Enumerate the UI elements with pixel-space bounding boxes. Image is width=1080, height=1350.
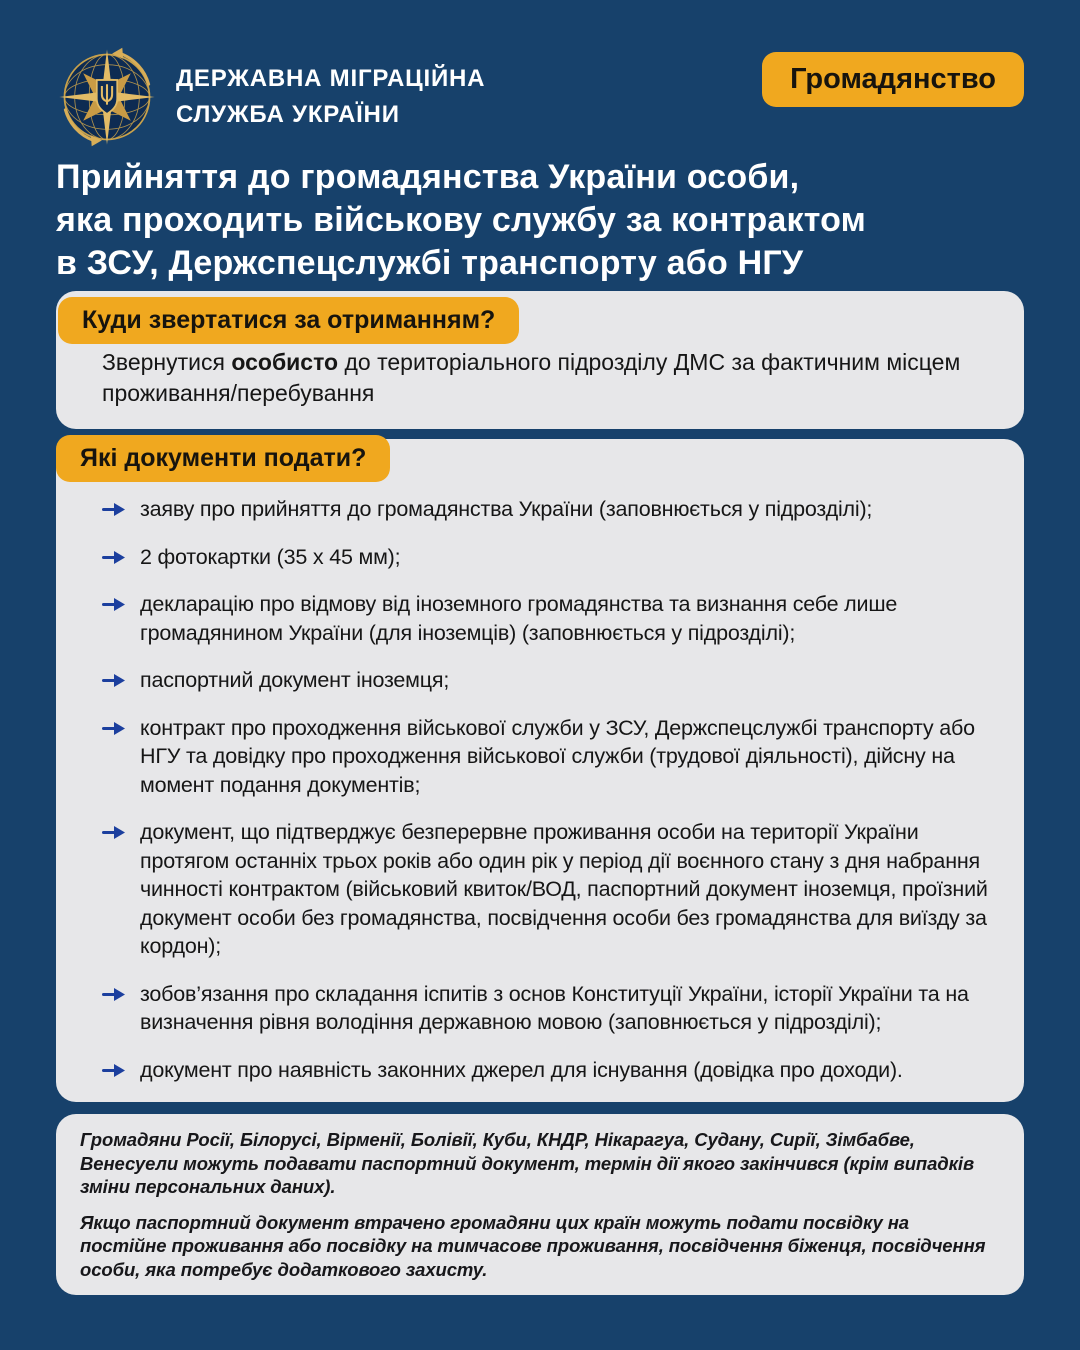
footnote-card xyxy=(56,1114,1024,1295)
list-item xyxy=(102,543,996,572)
list-item xyxy=(102,666,996,695)
arrow-bullet-icon xyxy=(102,673,126,688)
list-item-text: документ про наявність законних джерел для існування (довідка про доходи). xyxy=(140,1057,903,1082)
category-badge: Громадянство xyxy=(762,52,1024,107)
list-item-text: паспортний документ іноземця; xyxy=(140,668,450,692)
documents-list xyxy=(102,495,996,1084)
dms-emblem-icon xyxy=(56,46,158,148)
arrow-bullet-icon xyxy=(102,987,126,1002)
arrow-bullet-icon xyxy=(102,721,126,736)
where-to-apply-card xyxy=(56,291,1024,429)
list-item xyxy=(102,590,996,647)
list-item-text: заяву про прийняття до громадянства України (заповнюється у підрозділі); xyxy=(140,497,873,521)
where-to-apply-text xyxy=(102,347,962,409)
list-item-text: документ, що підтверджує безперервне проживання особи на території України протягом останніх трьох років або один рік у період дії воєнного стану з дня набрання чинності контрактом (військовий квиток/ВОД, паспортний документ іноземця, проїзний документ особи без громадянства, посвідчення особи без громадянства для виїзду за кордон); xyxy=(140,820,988,958)
list-item-text: 2 фотокартки (35 х 45 мм); xyxy=(140,544,401,569)
list-item xyxy=(102,495,996,524)
page-title xyxy=(56,156,1024,285)
arrow-bullet-icon xyxy=(102,825,126,840)
list-item xyxy=(102,714,996,800)
arrow-bullet-icon xyxy=(102,502,126,517)
header xyxy=(56,46,1024,148)
org-name-line2: СЛУЖБА УКРАЇНИ xyxy=(176,101,400,128)
where-text-before: Звернутися xyxy=(102,349,232,375)
list-item xyxy=(102,818,996,961)
page-title-line2: яка проходить військову службу за контрактом xyxy=(56,201,867,239)
page-title-line3: в ЗСУ, Держспецслужбі транспорту або НГУ xyxy=(56,244,804,282)
where-to-apply-badge: Куди звертатися за отриманням? xyxy=(58,297,519,344)
where-text-after: до територіального підрозділу ДМС за фактичним місцем проживання/перебування xyxy=(102,349,961,406)
list-item-text: контракт про проходження військової служби у ЗСУ, Держспецслужбі транспорту або НГУ та довідку про проходження військової служби (трудової діяльності), дійсну на момент подання документів; xyxy=(140,715,975,797)
arrow-bullet-icon xyxy=(102,597,126,612)
arrow-bullet-icon xyxy=(102,550,126,565)
documents-badge: Які документи подати? xyxy=(56,435,390,482)
list-item xyxy=(102,1056,996,1085)
list-item-text: декларацію про відмову від іноземного громадянства та визнання себе лише громадянином України (для іноземців) (заповнюється у підрозділі); xyxy=(140,592,898,645)
documents-card xyxy=(56,439,1024,1102)
where-text-bold: особисто xyxy=(231,349,339,375)
list-item-text: зобов’язання про складання іспитів з основ Конституції України, історії України та на визначення рівня володіння державною мовою (заповнюється у підрозділі); xyxy=(140,981,969,1034)
footnote-paragraph-2: Якщо паспортний документ втрачено громадяни цих країн можуть подати посвідку на постійне проживання або посвідку на тимчасове проживання, посвідчення біженця, посвідчення особи, яка потребує додаткового захисту. xyxy=(80,1211,986,1280)
org-name xyxy=(176,61,485,133)
list-item xyxy=(102,980,996,1037)
org-name-line1: ДЕРЖАВНА МІГРАЦІЙНА xyxy=(176,65,486,92)
footnote-paragraph-1: Громадяни Росії, Білорусі, Вірменії, Болівії, Куби, КНДР, Нікарагуа, Судану, Сирії, Зімбабве, Венесуели можуть подавати паспортний документ, термін дії якого закінчився (крім випадків зміни персональних даних). xyxy=(80,1129,975,1197)
page-title-line1: Прийняття до громадянства України особи, xyxy=(56,158,800,196)
arrow-bullet-icon xyxy=(102,1063,126,1078)
